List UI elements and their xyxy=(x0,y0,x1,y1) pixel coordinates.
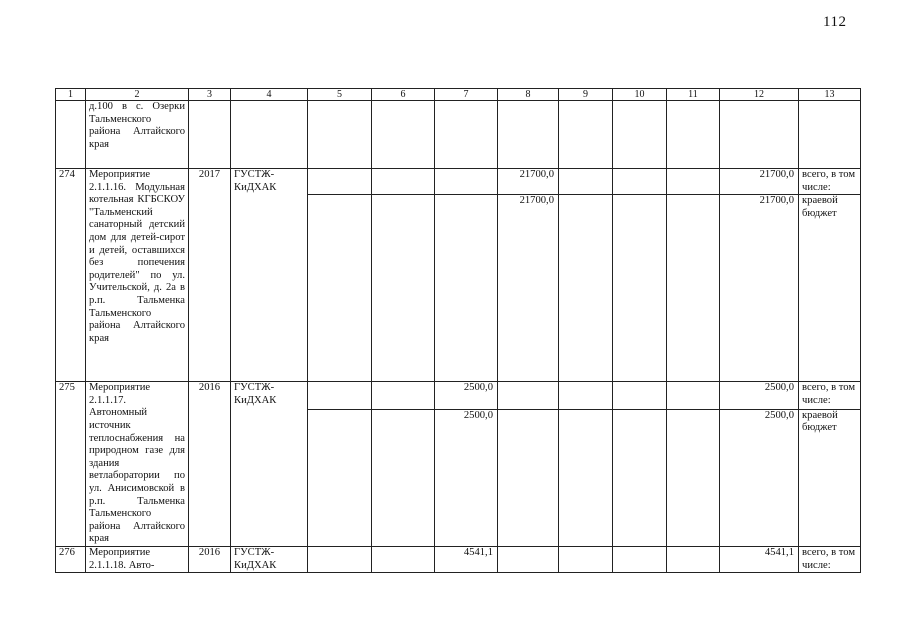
budget-table xyxy=(55,88,861,573)
measure-description: Мероприятие 2.1.1.16. Модульная котельная КГБСКОУ "Тальменский санаторный детский дом для детей-сирот и детей, оставшихся без попечения родителей" по ул. Учительской, д. 2а в р.п. Тальменка Тальменского района Алтайского края xyxy=(86,169,189,382)
executor-cell: ГУСТЖ-КиДХАК xyxy=(231,382,308,547)
amount-cell: 4541,1 xyxy=(720,546,799,572)
col-header: 7 xyxy=(435,89,498,101)
source-cell: краевой бюджет xyxy=(799,195,861,382)
col-header: 2 xyxy=(86,89,189,101)
executor-cell: ГУСТЖ-КиДХАК xyxy=(231,546,308,572)
amount-cell: 2500,0 xyxy=(720,382,799,409)
amount-cell: 21700,0 xyxy=(720,195,799,382)
col-header: 3 xyxy=(189,89,231,101)
year-cell: 2016 xyxy=(189,382,231,547)
measure-description: д.100 в с. Озерки Тальменского района Алтайского края xyxy=(86,101,189,169)
col-header: 5 xyxy=(308,89,372,101)
row-number: 275 xyxy=(56,382,86,547)
amount-cell: 21700,0 xyxy=(498,169,559,195)
col-header: 4 xyxy=(231,89,308,101)
source-cell: всего, в том числе: xyxy=(799,546,861,572)
amount-cell: 2500,0 xyxy=(720,409,799,546)
col-header: 12 xyxy=(720,89,799,101)
page-number: 112 xyxy=(823,14,847,30)
year-cell: 2017 xyxy=(189,169,231,382)
table-row-continuation xyxy=(56,101,861,169)
row-number: 276 xyxy=(56,546,86,572)
executor-cell: ГУСТЖ-КиДХАК xyxy=(231,169,308,382)
amount-cell: 21700,0 xyxy=(720,169,799,195)
amount-cell: 21700,0 xyxy=(498,195,559,382)
col-header: 8 xyxy=(498,89,559,101)
column-number-row xyxy=(56,89,861,101)
col-header: 13 xyxy=(799,89,861,101)
amount-cell: 2500,0 xyxy=(435,409,498,546)
amount-cell: 4541,1 xyxy=(435,546,498,572)
row-number: 274 xyxy=(56,169,86,382)
table-row xyxy=(56,546,861,572)
measure-description: Мероприятие 2.1.1.18. Авто- xyxy=(86,546,189,572)
col-header: 1 xyxy=(56,89,86,101)
source-cell: краевой бюджет xyxy=(799,409,861,546)
table-row xyxy=(56,382,861,409)
source-cell: всего, в том числе: xyxy=(799,169,861,195)
amount-cell: 2500,0 xyxy=(435,382,498,409)
col-header: 6 xyxy=(372,89,435,101)
table-row xyxy=(56,169,861,195)
source-cell: всего, в том числе: xyxy=(799,382,861,409)
year-cell: 2016 xyxy=(189,546,231,572)
measure-description: Мероприятие 2.1.1.17. Автономный источник теплоснабжения на природном газе для здания ветлаборатории по ул. Анисимовской в р.п. Тальменка Тальменского района Алтайского края xyxy=(86,382,189,547)
col-header: 10 xyxy=(613,89,667,101)
col-header: 11 xyxy=(667,89,720,101)
col-header: 9 xyxy=(559,89,613,101)
